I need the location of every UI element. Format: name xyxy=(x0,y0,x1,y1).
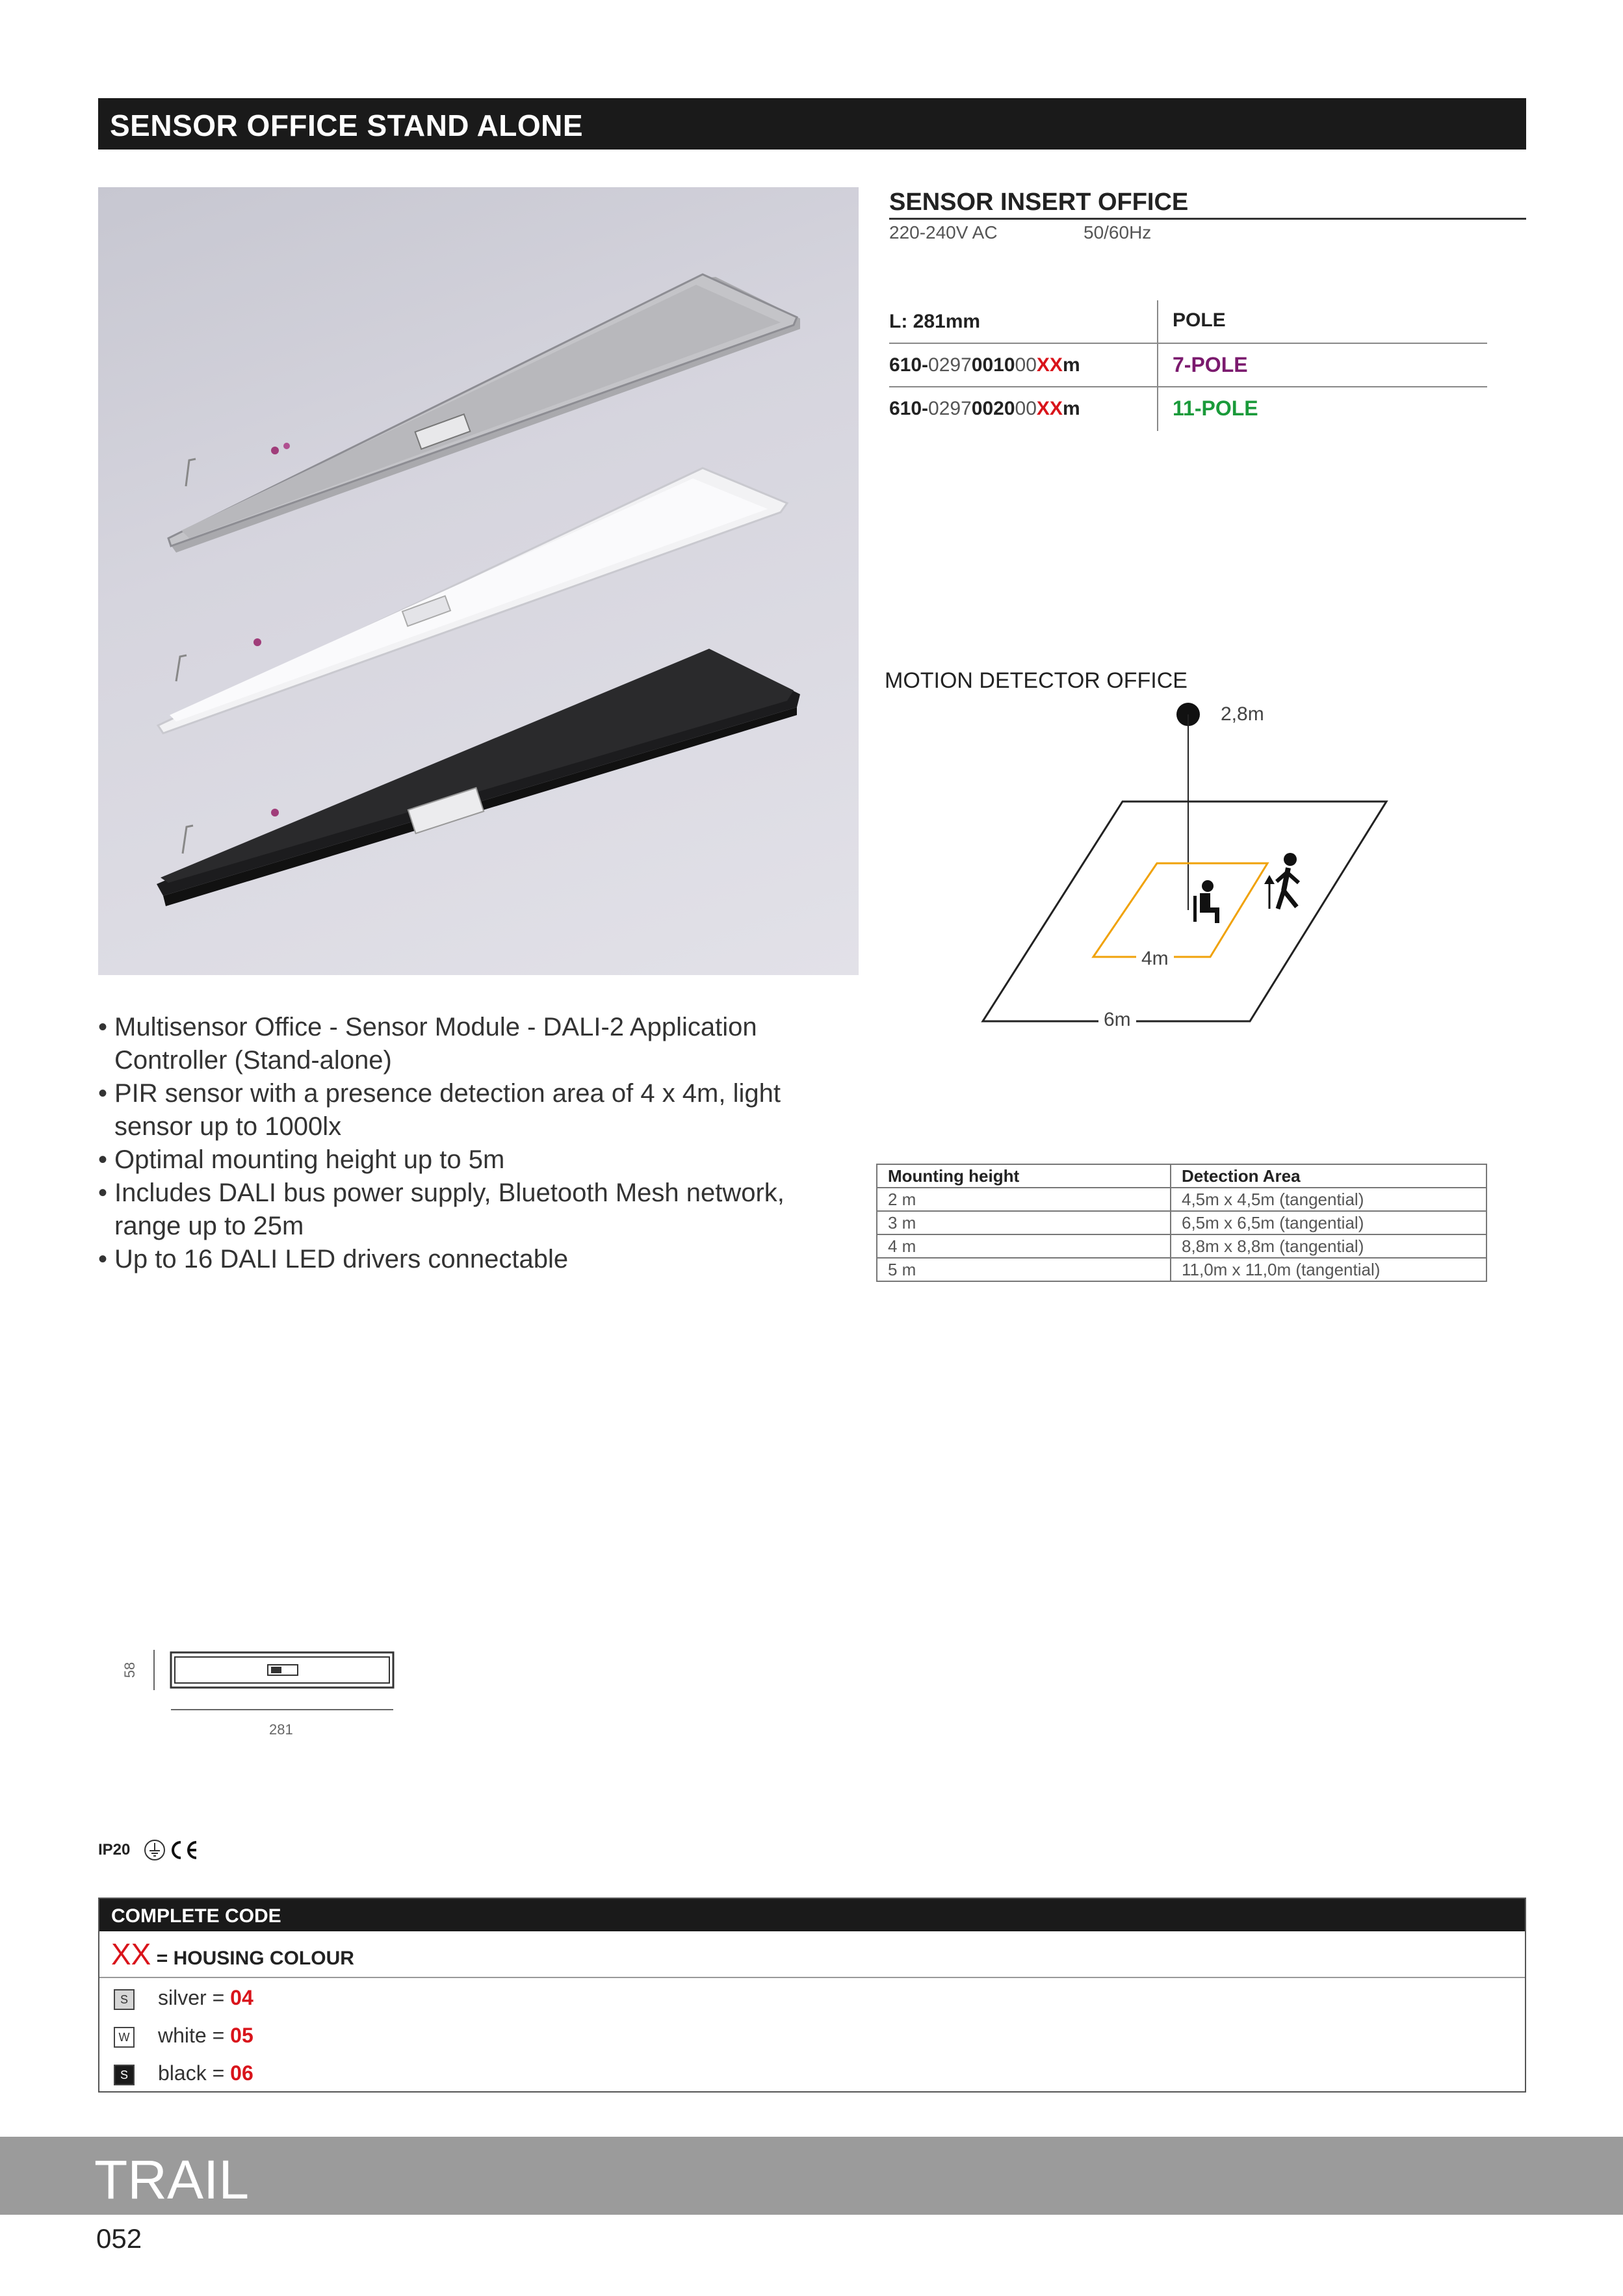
seated-person-icon xyxy=(1193,880,1219,923)
divider xyxy=(99,1977,1525,1978)
certification-icons xyxy=(143,1837,208,1866)
voltage-spec: 220-240V AC xyxy=(889,222,998,242)
colour-option-silver: S silver = 04 xyxy=(114,1986,253,2010)
inner-area-label: 4m xyxy=(1136,948,1174,970)
feature-list xyxy=(98,1011,833,1276)
housing-colour-legend: XX = HOUSING COLOUR xyxy=(111,1937,354,1971)
mounting-height-label: 2,8m xyxy=(1215,703,1269,725)
length-dimension: 281 xyxy=(269,1721,293,1738)
inner-area xyxy=(1093,863,1267,957)
pole-type: 11-POLE xyxy=(1157,387,1258,431)
protective-earth-icon xyxy=(145,1840,164,1860)
ce-mark-icon xyxy=(173,1842,196,1858)
product-heading: SENSOR INSERT OFFICE xyxy=(889,189,1526,220)
table-row: 5 m 11,0m x 11,0m (tangential) xyxy=(877,1258,1487,1281)
code-row-11pole xyxy=(889,387,1487,431)
section-title-bar xyxy=(98,98,1526,150)
table-row: 4 m 8,8m x 8,8m (tangential) xyxy=(877,1234,1487,1258)
mounting-height-table xyxy=(876,1164,1487,1282)
footer-series-bar xyxy=(0,2137,1623,2215)
article-code: 610-0297001000XXm xyxy=(889,354,1080,376)
colour-option-black: S black = 06 xyxy=(114,2061,253,2085)
feature-item: • Optimal mounting height up to 5m xyxy=(98,1143,833,1177)
dimension-drawing xyxy=(117,1645,403,1749)
feature-item: • PIR sensor with a presence detection area of 4 x 4m, light sensor up to 1000lx xyxy=(98,1077,833,1143)
section-title: SENSOR OFFICE STAND ALONE xyxy=(110,109,584,142)
walking-person-icon xyxy=(1264,853,1299,909)
series-name: TRAIL xyxy=(94,2149,250,2210)
article-code: 610-0297002000XXm xyxy=(889,398,1080,419)
product-photo xyxy=(98,187,859,975)
ip-rating: IP20 xyxy=(98,1841,131,1859)
black-swatch: S xyxy=(114,2065,135,2085)
motion-detector-diagram xyxy=(962,689,1430,1040)
feature-item: • Multisensor Office - Sensor Module - DALI-2 Application Controller (Stand-alone) xyxy=(98,1011,833,1077)
table-header-row: Mounting height Detection Area xyxy=(877,1164,1487,1188)
page-number: 052 xyxy=(96,2223,142,2254)
outer-area xyxy=(983,802,1386,1021)
feature-item: • Includes DALI bus power supply, Bluetooth Mesh network, range up to 25m xyxy=(98,1177,833,1243)
outer-area-label: 6m xyxy=(1098,1009,1136,1031)
complete-code-header: COMPLETE CODE xyxy=(99,1899,1525,1931)
height-dimension: 58 xyxy=(122,1662,138,1678)
pole-type: 7-POLE xyxy=(1157,344,1248,386)
code-row-7pole xyxy=(889,344,1487,387)
article-code-table xyxy=(889,300,1487,431)
table-row: 2 m 4,5m x 4,5m (tangential) xyxy=(877,1188,1487,1211)
table-row: 3 m 6,5m x 6,5m (tangential) xyxy=(877,1211,1487,1234)
motion-detector-title: MOTION DETECTOR OFFICE xyxy=(885,668,1188,693)
feature-item: • Up to 16 DALI LED drivers connectable xyxy=(98,1243,833,1276)
code-table-header: L: 281mm POLE xyxy=(889,300,1487,344)
frequency-spec: 50/60Hz xyxy=(1084,222,1152,242)
silver-swatch: S xyxy=(114,1989,135,2010)
white-swatch: W xyxy=(114,2027,135,2048)
colour-option-white: W white = 05 xyxy=(114,2024,253,2048)
complete-code-box xyxy=(98,1898,1526,2093)
